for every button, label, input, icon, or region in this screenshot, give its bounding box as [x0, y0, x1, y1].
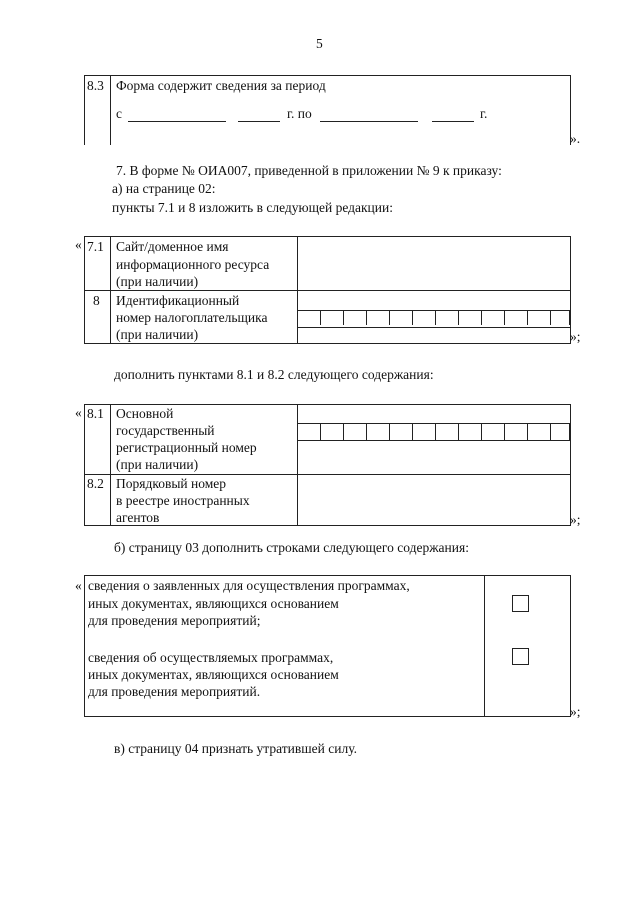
- to-label: г. по: [287, 106, 312, 121]
- paragraph-add-items: дополнить пунктами 8.1 и 8.2 следующего содержания:: [114, 367, 434, 382]
- row-number: 8.1: [87, 406, 104, 421]
- item-text-line: сведения о заявленных для осуществления программах,: [88, 578, 410, 593]
- to-date-field[interactable]: [320, 121, 418, 122]
- row-number: 8.3: [87, 78, 104, 93]
- implemented-programs-checkbox[interactable]: [512, 648, 529, 665]
- declared-programs-checkbox[interactable]: [512, 595, 529, 612]
- item-text-line: иных документах, являющихся основанием: [88, 667, 339, 682]
- closing-quote: »;: [570, 512, 581, 527]
- opening-quote: «: [75, 405, 82, 420]
- paragraph-7-heading: 7. В форме № ОИА007, приведенной в приложении № 9 к приказу:: [116, 163, 502, 178]
- item-text-line: для проведения мероприятий;: [88, 613, 261, 628]
- year-label: г.: [480, 106, 488, 121]
- foreign-agent-registry-field[interactable]: [299, 476, 569, 524]
- item-text-line: иных документах, являющихся основанием: [88, 596, 339, 611]
- website-field[interactable]: [299, 238, 569, 288]
- row-label-line: Порядковый номер: [116, 476, 226, 491]
- period-label: Форма содержит сведения за период: [116, 78, 326, 93]
- closing-quote: ».: [570, 131, 581, 146]
- closing-quote: »;: [570, 704, 581, 719]
- row-label-line: регистрационный номер: [116, 440, 257, 455]
- row-label-line: государственный: [116, 423, 215, 438]
- row-label-line: Сайт/доменное имя: [116, 239, 229, 254]
- from-date-field[interactable]: [128, 121, 226, 122]
- from-label: с: [116, 106, 122, 121]
- row-label-line: (при наличии): [116, 457, 199, 472]
- page-number: 5: [316, 36, 323, 51]
- row-label-line: информационного ресурса: [116, 257, 270, 272]
- paragraph-7a: а) на странице 02:: [112, 181, 216, 196]
- from-year-field[interactable]: [238, 121, 280, 122]
- row-number: 7.1: [87, 239, 104, 254]
- row-number: 8: [93, 293, 100, 308]
- item-text-line: сведения об осуществляемых программах,: [88, 650, 334, 665]
- row-label-line: агентов: [116, 510, 160, 525]
- row-label-line: (при наличии): [116, 274, 199, 289]
- paragraph-v: в) страницу 04 признать утратившей силу.: [114, 741, 357, 756]
- paragraph-b: б) страницу 03 дополнить строками следующего содержания:: [114, 540, 469, 555]
- row-label-line: (при наличии): [116, 327, 199, 342]
- to-year-field[interactable]: [432, 121, 474, 122]
- row-number: 8.2: [87, 476, 104, 491]
- paragraph-7a-instruction: пункты 7.1 и 8 изложить в следующей редакции:: [112, 200, 393, 215]
- opening-quote: «: [75, 578, 82, 593]
- closing-quote: »;: [570, 329, 581, 344]
- opening-quote: «: [75, 237, 82, 252]
- row-label-line: в реестре иностранных: [116, 493, 250, 508]
- row-label-line: номер налогоплательщика: [116, 310, 268, 325]
- row-label-line: Основной: [116, 406, 174, 421]
- row-label-line: Идентификационный: [116, 293, 240, 308]
- item-text-line: для проведения мероприятий.: [88, 684, 261, 699]
